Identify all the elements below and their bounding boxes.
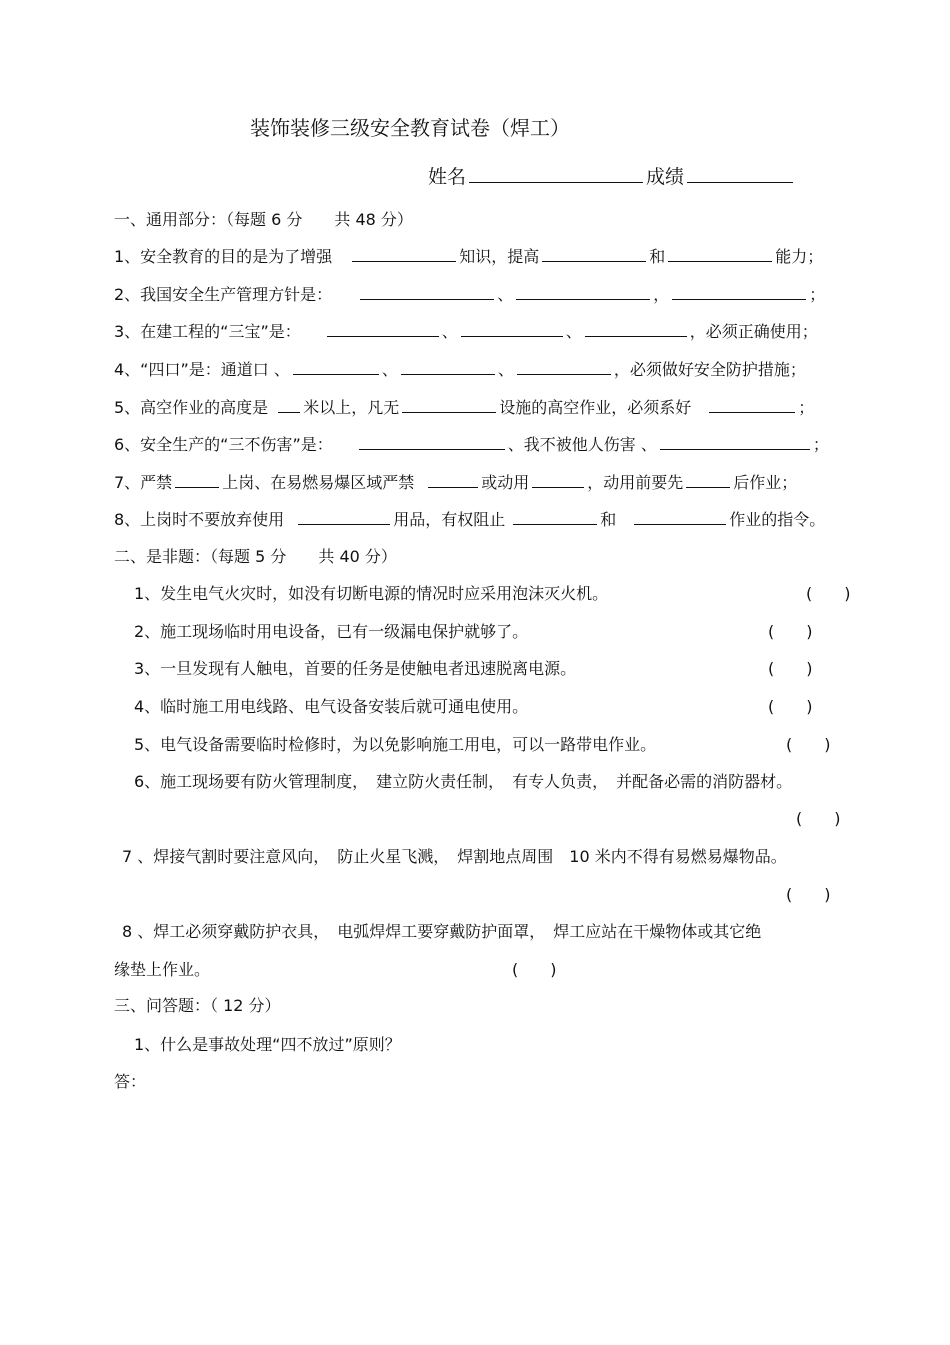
tf-question-6: 6、施工现场要有防火管理制度， 建立防火责任制， 有专人负责， 并配备必需的消防器材。 — [134, 772, 793, 791]
fill-blank[interactable] — [532, 473, 584, 488]
section-1-heading: 一、通用部分：（每题 6 分 共 48 分） — [114, 210, 413, 229]
fill-blank[interactable] — [293, 360, 379, 375]
answer-parentheses[interactable]: ( ) — [786, 885, 831, 904]
tf-question-7: 7 、焊接气割时要注意风向， 防止火星飞溅， 焊割地点周围 10 米内不得有易燃易爆物品。 — [122, 847, 787, 866]
tf-question-2: 2、施工现场临时用电设备，已有一级漏电保护就够了。 — [134, 622, 529, 641]
fill-blank[interactable] — [660, 435, 810, 450]
section-3-heading: 三、问答题：（ 12 分） — [114, 996, 281, 1015]
question-1-3: 3、在建工程的“三宝”是： 、 、 ，必须正确使用； — [114, 322, 818, 341]
question-1-6: 6、安全生产的“三不伤害”是： 、我不被他人伤害 、 ； — [114, 435, 829, 454]
question-1-5: 5、高空作业的高度是 米以上，凡无 设施的高空作业，必须系好 ； — [114, 398, 815, 417]
score-blank[interactable] — [687, 168, 793, 183]
answer-label: 答： — [114, 1072, 147, 1091]
fill-blank[interactable] — [359, 435, 505, 450]
answer-parentheses[interactable]: ( ) — [512, 960, 557, 979]
fill-blank[interactable] — [360, 285, 494, 300]
answer-parentheses[interactable]: ( ) — [806, 584, 851, 603]
fill-blank[interactable] — [517, 360, 611, 375]
question-1-4: 4、“四口”是：通道口 、 、 、 ，必须做好安全防护措施； — [114, 360, 806, 379]
fill-blank[interactable] — [516, 285, 650, 300]
fill-blank[interactable] — [542, 247, 646, 262]
fill-blank[interactable] — [672, 285, 806, 300]
fill-blank[interactable] — [175, 473, 219, 488]
tf-question-3: 3、一旦发现有人触电，首要的任务是使触电者迅速脱离电源。 — [134, 659, 577, 678]
question-1-1: 1、安全教育的目的是为了增强 知识，提高 和 能力； — [114, 247, 824, 266]
question-1-2: 2、我国安全生产管理方针是： 、 ， ； — [114, 285, 826, 304]
answer-parentheses[interactable]: ( ) — [768, 622, 813, 641]
question-1-7: 7、严禁 上岗、在易燃易爆区域严禁 或动用 ，动用前要先 后作业； — [114, 473, 798, 492]
essay-question-1: 1、什么是事故处理“四不放过”原则？ — [134, 1035, 401, 1054]
page-title: 装饰装修三级安全教育试卷（焊工） — [250, 116, 570, 140]
name-blank[interactable] — [469, 168, 643, 183]
question-1-8: 8、上岗时不要放弃使用 用品，有权阻止 和 作业的指令。 — [114, 510, 826, 529]
fill-blank[interactable] — [352, 247, 456, 262]
fill-blank[interactable] — [585, 322, 687, 337]
fill-blank[interactable] — [278, 398, 300, 413]
score-label: 成绩 — [646, 166, 685, 188]
fill-blank[interactable] — [428, 473, 478, 488]
section-2-heading: 二、是非题：（每题 5 分 共 40 分） — [114, 547, 397, 566]
name-label: 姓名 — [428, 166, 467, 188]
tf-question-8-continued: 缘垫上作业。 — [114, 960, 211, 979]
fill-blank[interactable] — [327, 322, 439, 337]
fill-blank[interactable] — [513, 510, 597, 525]
tf-question-1: 1、发生电气火灾时，如没有切断电源的情况时应采用泡沫灭火机。 — [134, 584, 609, 603]
fill-blank[interactable] — [401, 360, 495, 375]
answer-parentheses[interactable]: ( ) — [796, 809, 841, 828]
fill-blank[interactable] — [634, 510, 726, 525]
name-score-row — [428, 165, 796, 189]
fill-blank[interactable] — [402, 398, 496, 413]
tf-question-4: 4、临时施工用电线路、电气设备安装后就可通电使用。 — [134, 697, 529, 716]
answer-parentheses[interactable]: ( ) — [768, 659, 813, 678]
fill-blank[interactable] — [686, 473, 730, 488]
fill-blank[interactable] — [709, 398, 795, 413]
fill-blank[interactable] — [461, 322, 563, 337]
answer-parentheses[interactable]: ( ) — [786, 735, 831, 754]
tf-question-8: 8 、焊工必须穿戴防护衣具， 电弧焊焊工要穿戴防护面罩， 焊工应站在干燥物体或其它绝 — [122, 922, 762, 941]
answer-parentheses[interactable]: ( ) — [768, 697, 813, 716]
fill-blank[interactable] — [298, 510, 390, 525]
fill-blank[interactable] — [668, 247, 772, 262]
tf-question-5: 5、电气设备需要临时检修时，为以免影响施工用电，可以一路带电作业。 — [134, 735, 657, 754]
